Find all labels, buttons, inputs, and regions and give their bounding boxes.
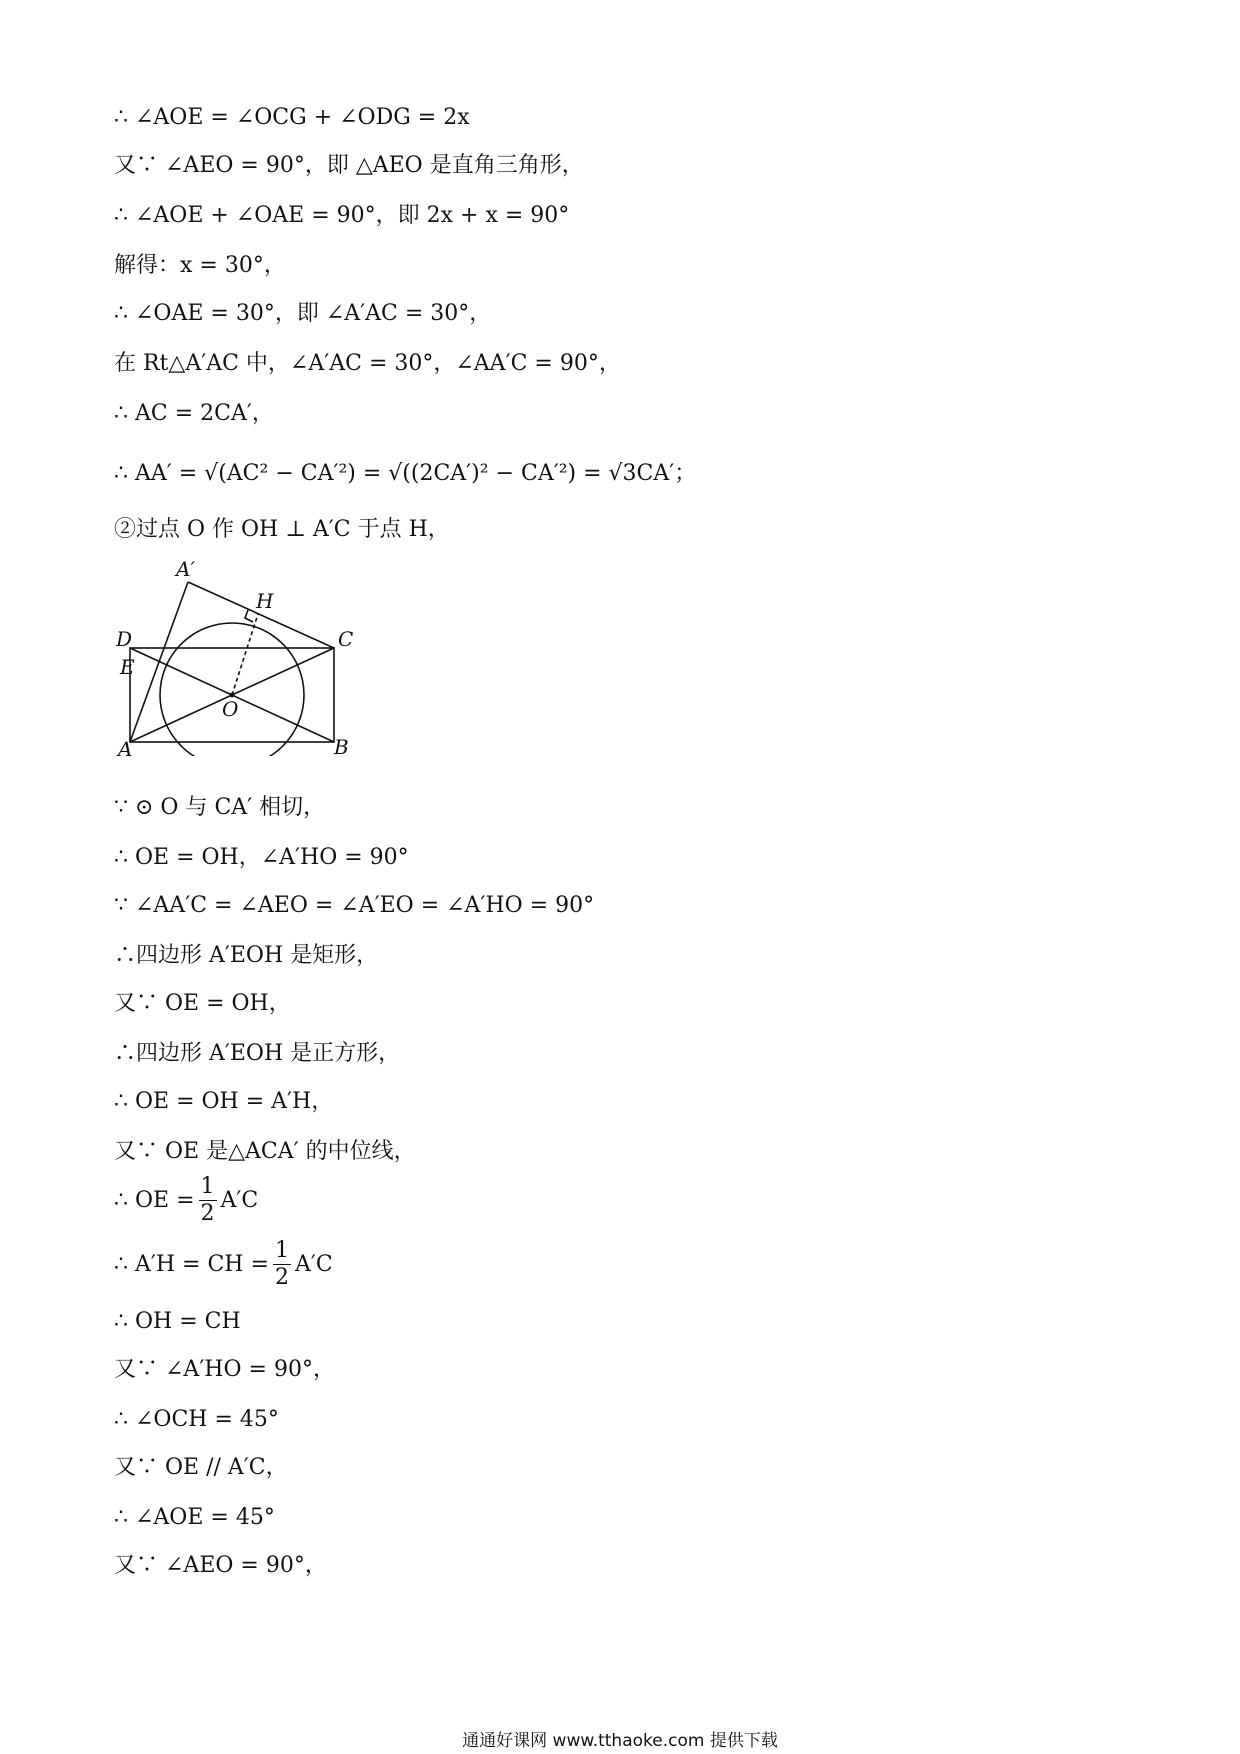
- label-b: B: [334, 735, 349, 756]
- line-13: ∴四边形 A′EOH 是矩形，: [114, 943, 379, 968]
- segment-aa-prime: [130, 582, 188, 742]
- line-18: ∴ OH = CH: [114, 1309, 241, 1334]
- line-8: ∴ AA′ = √(AC² − CA′²) = √((2CA′)² − CA′²) = √3CA′；: [114, 461, 697, 486]
- line-20: ∴ ∠OCH = 45°: [114, 1407, 279, 1432]
- label-d: D: [116, 627, 133, 651]
- line-14: 又∵ OE = OH，: [114, 991, 291, 1016]
- line-7: ∴ AC = 2CA′，: [114, 401, 274, 426]
- line-11: ∴ OE = OH，∠A′HO = 90°: [114, 845, 409, 870]
- line-5: ∴ ∠OAE = 30°，即 ∠A′AC = 30°，: [114, 301, 492, 326]
- right-angle-mark: [245, 610, 253, 622]
- line-19: 又∵ ∠A′HO = 90°，: [114, 1357, 335, 1382]
- fraction-2-suffix: A′C: [294, 1251, 333, 1277]
- fraction-2: [273, 1238, 291, 1291]
- line-10: ∵ ⊙ O 与 CA′ 相切，: [114, 795, 326, 820]
- geometry-figure: [108, 556, 368, 756]
- fraction-1-suffix: A′C: [220, 1187, 259, 1213]
- fraction-line-2: [114, 1232, 333, 1296]
- line-6: 在 Rt△A′AC 中，∠A′AC = 30°，∠AA′C = 90°，: [114, 351, 621, 376]
- label-h: H: [256, 589, 274, 613]
- line-2: 又∵ ∠AEO = 90°，即 △AEO 是直角三角形，: [114, 153, 584, 178]
- line-4: 解得：x = 30°，: [114, 253, 286, 278]
- line-22: ∴ ∠AOE = 45°: [114, 1505, 275, 1530]
- fraction-2-numerator: 1: [274, 1237, 289, 1263]
- line-1: ∴ ∠AOE = ∠OCG + ∠ODG = 2x: [114, 105, 470, 130]
- line-15: ∴四边形 A′EOH 是正方形，: [114, 1041, 401, 1066]
- line-3: ∴ ∠AOE + ∠OAE = 90°，即 2x + x = 90°: [114, 203, 570, 228]
- line-17: 又∵ OE 是△ACA′ 的中位线，: [114, 1139, 416, 1164]
- line-16: ∴ OE = OH = A′H，: [114, 1089, 334, 1114]
- segment-oh: [232, 614, 258, 695]
- label-a: A: [118, 737, 133, 756]
- fraction-1-numerator: 1: [200, 1173, 215, 1199]
- label-a-prime: A′: [176, 557, 195, 581]
- fraction-1-denominator: 2: [200, 1200, 215, 1226]
- page-footer: 通通好课网 www.tthaoke.com 提供下载: [462, 1731, 778, 1751]
- circle-o: [160, 623, 304, 756]
- line-23: 又∵ ∠AEO = 90°，: [114, 1553, 327, 1578]
- line-9: ②过点 O 作 OH ⊥ A′C 于点 H，: [114, 517, 450, 542]
- line-21: 又∵ OE // A′C，: [114, 1455, 288, 1480]
- fraction-1: [199, 1174, 217, 1227]
- label-o: O: [222, 697, 239, 721]
- fraction-2-denominator: 2: [274, 1264, 289, 1290]
- fraction-line-1: [114, 1168, 258, 1232]
- line-12: ∵ ∠AA′C = ∠AEO = ∠A′EO = ∠A′HO = 90°: [114, 893, 595, 918]
- label-c: C: [338, 627, 354, 651]
- fraction-2-prefix: ∴ A′H = CH =: [114, 1251, 269, 1277]
- fraction-1-prefix: ∴ OE =: [114, 1187, 195, 1213]
- label-e: E: [120, 655, 135, 679]
